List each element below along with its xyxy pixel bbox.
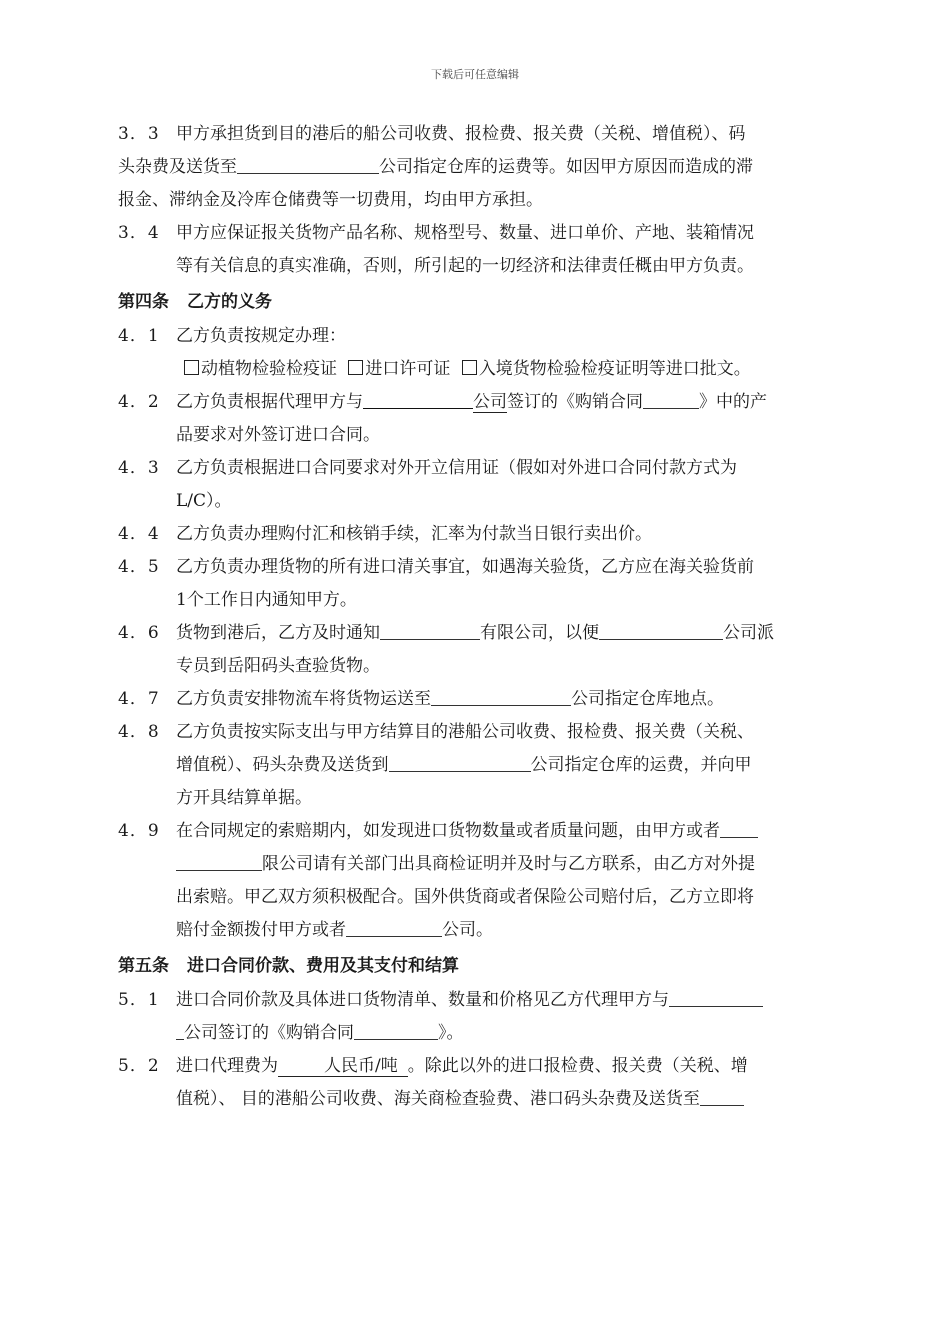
fee-field[interactable]: 人民币/吨	[278, 1056, 408, 1077]
blank-field[interactable]	[346, 918, 442, 937]
blank-field[interactable]	[431, 687, 571, 706]
clause-4-9: 4．9 在合同规定的索赔期内，如发现进口货物数量或者质量问题，由甲方或者 限公司请有关部门出具商检证明并及时与乙方联系，由乙方对外提 出索赔。甲乙双方须积极配合。国外供货商或者保险公司赔付后，乙方立即将 赔付金额拨付甲方或者 公司。	[118, 815, 834, 947]
section-heading-5: 第五条 进口合同价款、费用及其支付和结算	[118, 956, 459, 976]
blank-field[interactable]	[237, 155, 379, 174]
clause-5-2: 5．2 进口代理费为 人民币/吨 。除此以外的进口报检费、报关费（关税、增 值税）、 目的港船公司收费、海关商检查验费、港口码头杂费及送货至	[118, 1056, 748, 1109]
clause-3-3: 3．3 甲方承担货到目的港后的船公司收费、报检费、报关费（关税、增值税）、码 头杂费及送货至 公司指定仓库的运费等。如因甲方原因而造成的滞 报金、滞纳金及冷库仓储费等一切费用，均由甲方承担。	[118, 118, 834, 217]
section-heading-4: 第四条 乙方的义务	[118, 292, 272, 312]
blank-field[interactable]	[354, 1021, 438, 1040]
clause-4-5: 4．5 乙方负责办理货物的所有进口清关事宜，如遇海关验货，乙方应在海关验货前 1个工作日内通知甲方。	[118, 557, 754, 610]
contract-body	[118, 118, 834, 1116]
clause-4-7: 4．7 乙方负责安排物流车将货物运送至 公司指定仓库地点。	[118, 689, 724, 709]
page-header: 下载后可任意编辑	[431, 68, 519, 81]
clause-5-1: 5．1 进口合同价款及具体进口货物清单、数量和价格见乙方代理甲方与 公司签订的《购销合同 》。	[118, 984, 834, 1050]
blank-field[interactable]	[363, 390, 473, 409]
blank-field[interactable]	[720, 819, 758, 838]
blank-field[interactable]	[643, 390, 699, 409]
blank-field[interactable]	[380, 621, 480, 640]
blank-field[interactable]	[599, 621, 723, 640]
blank-field[interactable]	[700, 1087, 744, 1106]
clause-4-3: 4．3 乙方负责根据进口合同要求对外开立信用证（假如对外进口合同付款方式为 L/C）。	[118, 458, 737, 511]
clause-number: 3．4	[118, 223, 160, 243]
blank-field[interactable]	[389, 753, 531, 772]
checkbox[interactable]	[462, 360, 477, 375]
blank-field[interactable]	[176, 1021, 184, 1040]
clause-number: 3．3	[118, 124, 160, 144]
clause-4-8: 4．8 乙方负责按实际支出与甲方结算目的港船公司收费、报检费、报关费（关税、 增值税）、码头杂费及送货到 公司指定仓库的运费，并向甲 方开具结算单据。	[118, 722, 754, 808]
clause-3-4: 3．4 甲方应保证报关货物产品名称、规格型号、数量、进口单价、产地、装箱情况 等有关信息的真实准确，否则，所引起的一切经济和法律责任概由甲方负责。	[118, 217, 834, 283]
clause-4-6: 4．6 货物到港后，乙方及时通知 有限公司，以便 公司派 专员到岳阳码头查验货物。	[118, 623, 774, 676]
clause-4-1: 4．1 乙方负责按规定办理： 动植物检验检疫证 进口许可证 入境货物检验检疫证明等进口批文。	[118, 326, 751, 379]
clause-4-2: 4．2 乙方负责根据代理甲方与 公司签订的《购销合同 》中的产 品要求对外签订进口合同。	[118, 392, 767, 445]
checkbox[interactable]	[348, 360, 363, 375]
blank-field[interactable]	[669, 988, 763, 1007]
clause-4-4: 4．4 乙方负责办理购付汇和核销手续，汇率为付款当日银行卖出价。	[118, 524, 652, 544]
blank-field[interactable]	[176, 852, 262, 871]
checkbox[interactable]	[184, 360, 199, 375]
